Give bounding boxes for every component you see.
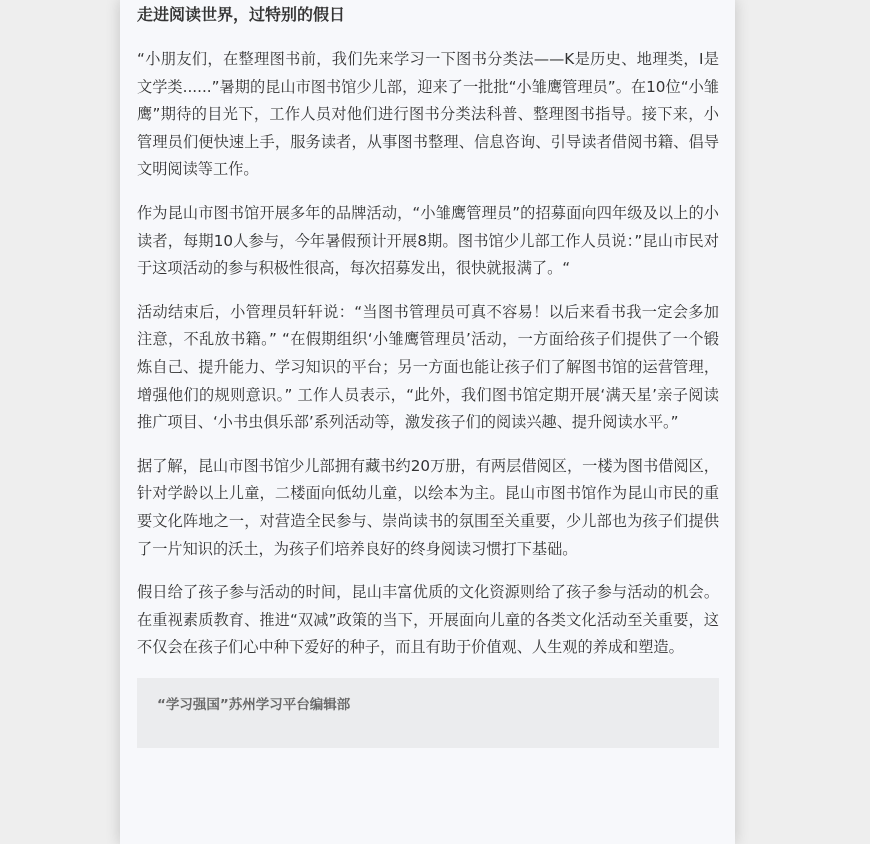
article-panel (120, 0, 735, 844)
article-paragraph-5: 假日给了孩子参与活动的时间，昆山丰富优质的文化资源则给了孩子参与活动的机会。在重视素质教育、推进“双减”政策的当下，开展面向儿童的各类文化活动至关重要，这不仅会在孩子们心中种下爱好的种子，而且有助于价值观、人生观的养成和塑造。 (137, 583, 719, 657)
article-paragraph-4: 据了解，昆山市图书馆少儿部拥有藏书约20万册，有两层借阅区，一楼为图书借阅区，针对学龄以上儿童，二楼面向低幼儿童，以绘本为主。昆山市图书馆作为昆山市民的重要文化阵地之一，对营造全民参与、崇尚读书的氛围至关重要，少儿部也为孩子们提供了一片知识的沃土，为孩子们培养良好的终身阅读习惯打下基础。 (137, 456, 719, 558)
section-heading: 走进阅读世界，过特别的假日 (137, 5, 346, 24)
source-label: “学习强国”苏州学习平台编辑部 (157, 696, 351, 713)
article-paragraph-3: 活动结束后，小管理员轩轩说：“当图书管理员可真不容易！以后来看书我一定会多加注意，不乱放书籍。” “在假期组织‘小雏鹰管理员’活动，一方面给孩子们提供了一个锻炼自己、提升能力、学习知识的平台；另一方面也能让孩子们了解图书馆的运营管理，增强他们的规则意识。” 工作人员表示，“此外，我们图书馆定期开展‘满天星’亲子阅读推广项目、‘小书虫俱乐部’系列活动等，激发孩子们的阅读兴趣、提升阅读水平。” (137, 302, 719, 432)
article-paragraph-1: “小朋友们，在整理图书前，我们先来学习一下图书分类法——K是历史、地理类，I是文学类......”暑期的昆山市图书馆少儿部，迎来了一批批“小雏鹰管理员”。在10位“小雏鹰”期待的目光下，工作人员对他们进行图书分类法科普、整理图书指导。接下来，小管理员们便快速上手，服务读者，从事图书整理、信息咨询、引导读者借阅书籍、倡导文明阅读等工作。 (137, 50, 719, 179)
article-content (137, 0, 719, 748)
source-box (137, 678, 719, 748)
article-paragraph-2: 作为昆山市图书馆开展多年的品牌活动，“小雏鹰管理员”的招募面向四年级及以上的小读者，每期10人参与，今年暑假预计开展8期。图书馆少儿部工作人员说：”昆山市民对于这项活动的参与积极性很高，每次招募发出，很快就报满了。“ (137, 203, 719, 278)
